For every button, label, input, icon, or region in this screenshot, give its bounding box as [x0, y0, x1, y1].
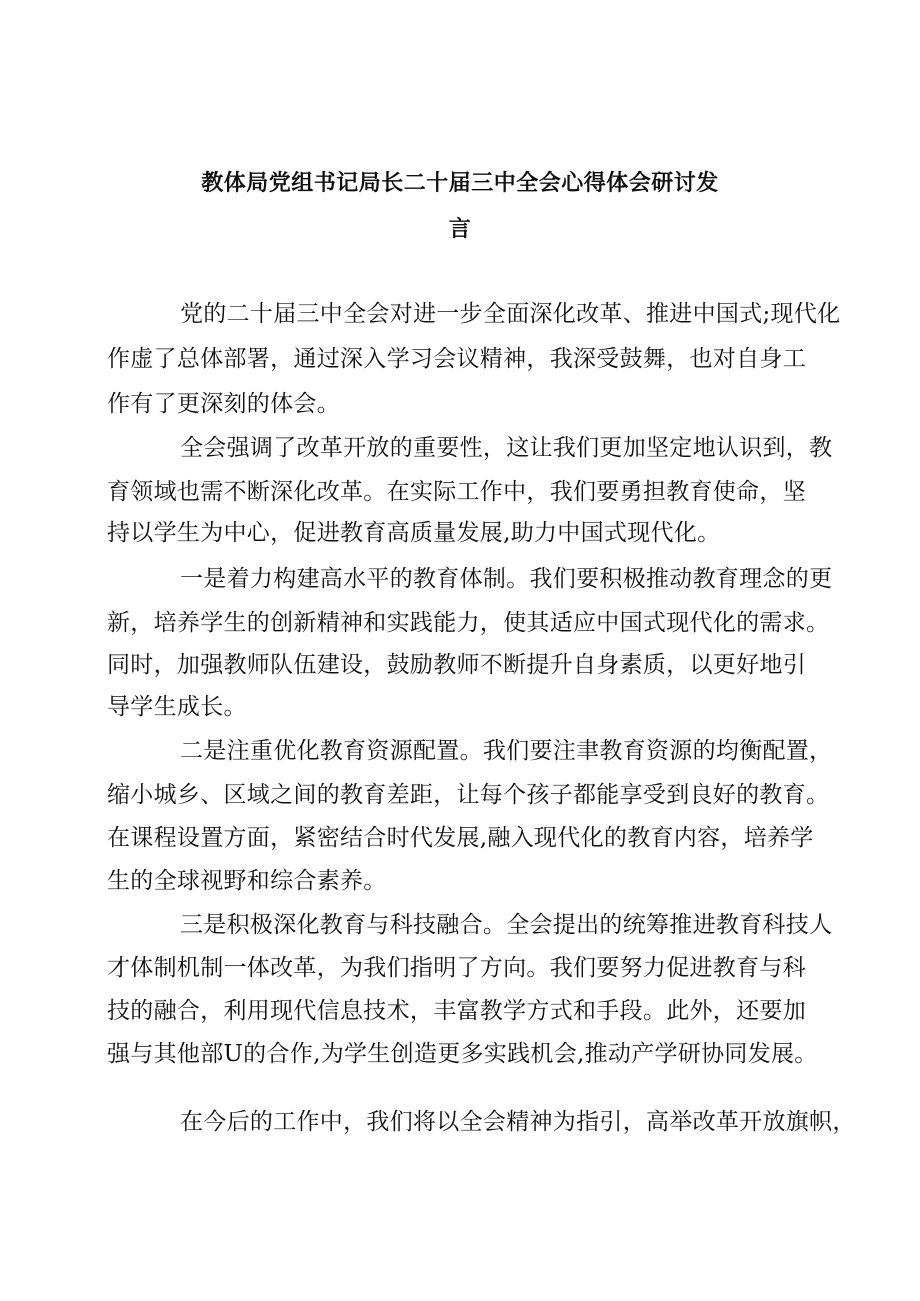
paragraph-2-line-2: 育领域也需不断深化改革。在实际工作中，我们要勇担教育使命，坚: [107, 479, 806, 505]
paragraph-1-line-3: 作有了更深刻的体会。: [107, 391, 340, 417]
paragraph-1-line-1: 党的二十届三中全会对进一步全面深化改革、推进中国式;现代化: [180, 301, 841, 327]
paragraph-3-line-4: 导学生成长。: [107, 694, 247, 720]
paragraph-5-line-1: 三是积极深化教育与科技融合。全会提出的统筹推进教育科技人: [180, 912, 833, 938]
paragraph-4-line-4: 生的全球视野和综合素养。: [107, 868, 387, 894]
paragraph-4-line-1: 二是注重优化教育资源配置。我们要注聿教育资源的均衡配置，: [180, 738, 833, 764]
paragraph-5-line-4: 强与其他部U的合作,为学生创造更多实践机会,推动产学研协同发展。: [107, 1041, 818, 1067]
paragraph-6-line-1: 在今后的工作中，我们将以全会精神为指引，高举改革开放旗帜，: [180, 1109, 856, 1135]
paragraph-3-line-1: 一是着力构建高水平的教育体制。我们要积极推动教育理念的更: [180, 566, 833, 592]
paragraph-1-line-2: 作虚了总体部署，通过深入学习会议精神，我深受鼓舞，也对自身工: [107, 346, 806, 372]
paragraph-3-line-3: 同时，加强教师队伍建设，鼓励教师不断提升自身素质，以更好地引: [107, 652, 806, 678]
document-title-line-1: 教体局党组书记局长二十届三中全会心得体会研讨发: [201, 171, 719, 196]
paragraph-2-line-1: 全会强调了改革开放的重要性，这让我们更加坚定地认识到，教: [180, 435, 833, 461]
paragraph-4-line-2: 缩小城乡、区域之间的教育差距，让每个孩子都能享受到良好的教育。: [107, 782, 830, 808]
paragraph-4-line-3: 在课程设置方面，紧密结合时代发展,融入现代化的教育内容，培养学: [107, 825, 814, 851]
document-title-line-2: 言: [448, 217, 472, 242]
paragraph-5-line-2: 才体制机制一体改革，为我们指明了方向。我们要努力促进教育与科: [107, 955, 806, 981]
paragraph-3-line-2: 新，培养学生的创新精神和实践能力，使其适应中国式现代化的需求。: [107, 610, 830, 636]
paragraph-2-line-3: 持以学生为中心，促进教育高质量发展,助力中国式现代化。: [107, 520, 721, 546]
paragraph-5-line-3: 技的融合，利用现代信息技术，丰富教学方式和手段。此外，还要加: [107, 998, 806, 1024]
